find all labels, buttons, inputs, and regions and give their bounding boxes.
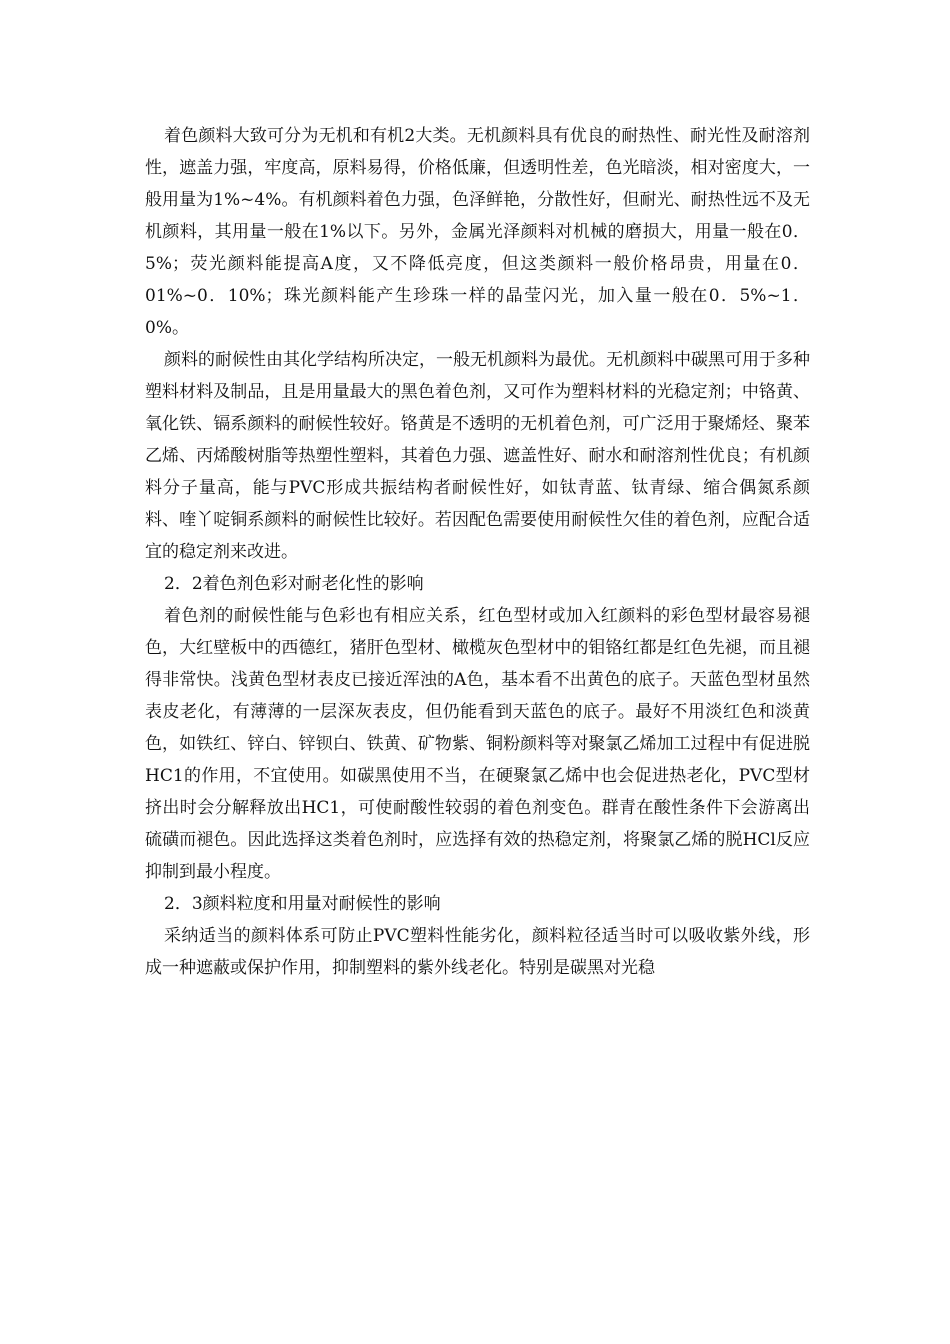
document-body <box>145 120 810 984</box>
paragraph-pigment-types: 着色颜料大致可分为无机和有机2大类。无机颜料具有优良的耐热性、耐光性及耐溶剂性，遮盖力强，牢度高，原料易得，价格低廉，但透明性差，色光暗淡，相对密度大，一般用量为1%~4%。有机颜料着色力强，色泽鲜艳，分散性好，但耐光、耐热性远不及无机颜料，其用量一般在1%以下。另外，金属光泽颜料对机械的磨损大，用量一般在0．5%；荧光颜料能提高A度，又不降低亮度，但这类颜料一般价格昂贵，用量在0．01%~0．10%；珠光颜料能产生珍珠一样的晶莹闪光，加入量一般在0．5%~1．0%。 <box>145 126 810 338</box>
paragraph-colorant-color: 着色剂的耐候性能与色彩也有相应关系，红色型材或加入红颜料的彩色型材最容易褪色，大红壁板中的西德红，猪肝色型材、橄榄灰色型材中的钼铬红都是红色先褪，而且褪得非常快。浅黄色型材表皮已接近浑浊的A色，基本看不出黄色的底子。天蓝色型材虽然表皮老化，有薄薄的一层深灰表皮，但仍能看到天蓝色的底子。最好不用淡红色和淡黄色，如铁红、锌白、锌钡白、铁黄、矿物紫、铜粉颜料等对聚氯乙烯加工过程中有促进脱HC1的作用，不宜使用。如碳黑使用不当，在硬聚氯乙烯中也会促进热老化，PVC型材挤出时会分解释放出HC1，可使耐酸性较弱的着色剂变色。群青在酸性条件下会游离出硫磺而褪色。因此选择这类着色剂时，应选择有效的热稳定剂，将聚氯乙烯的脱HCl反应抑制到最小程度。 <box>145 606 810 882</box>
paragraph-pigment-weatherability: 颜料的耐候性由其化学结构所决定，一般无机颜料为最优。无机颜料中碳黑可用于多种塑料材料及制品，且是用量最大的黑色着色剂，又可作为塑料材料的光稳定剂；中铬黄、氧化铁、镉系颜料的耐候性较好。铬黄是不透明的无机着色剂，可广泛用于聚烯烃、聚苯乙烯、丙烯酸树脂等热塑性塑料，其着色力强、遮盖性好、耐水和耐溶剂性优良；有机颜料分子量高，能与PVC形成共振结构者耐候性好，如钛青蓝、钛青绿、缩合偶氮系颜料、喹丫啶铜系颜料的耐候性比较好。若因配色需要使用耐候性欠佳的着色剂，应配合适宜的稳定剂来改进。 <box>145 350 810 562</box>
paragraph-particle-size: 采纳适当的颜料体系可防止PVC塑料性能劣化，颜料粒径适当时可以吸收紫外线，形成一种遮蔽或保护作用，抑制塑料的紫外线老化。特别是碳黑对光稳 <box>145 926 810 978</box>
section-heading-2-3: 2．3颜料粒度和用量对耐候性的影响 <box>164 894 441 914</box>
section-heading-2-2: 2．2着色剂色彩对耐老化性的影响 <box>164 574 424 594</box>
